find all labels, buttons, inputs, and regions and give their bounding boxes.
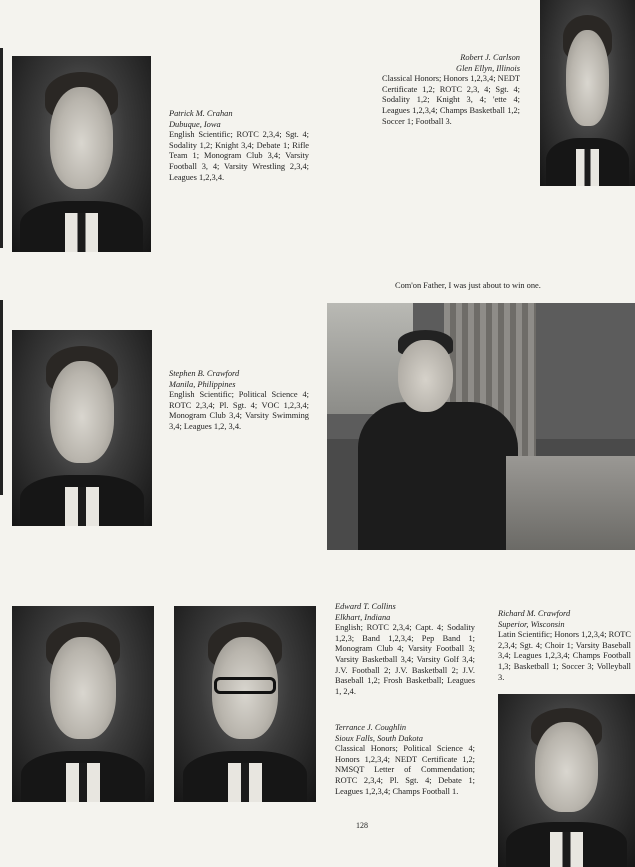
student-name: Richard M. Crawford [498, 609, 571, 618]
student-name: Patrick M. Crahan [169, 109, 233, 118]
student-hometown: Elkhart, Indiana [335, 612, 391, 622]
bio-coughlin [335, 723, 475, 797]
portrait-crawford-richard [498, 694, 635, 867]
portrait-collins [12, 606, 154, 802]
student-name: Edward T. Collins [335, 602, 396, 611]
candid-photo [327, 303, 635, 550]
student-activities: English Scientific; Political Science 4; ROTC 2,3,4; Pl. Sgt. 4; VOC 1,2,3,4; Monogram Club 3,4; Varsity Swimming 3,4; Leagues 1,2, 3,4. [169, 390, 309, 431]
student-hometown: Manila, Philippines [169, 379, 236, 389]
student-hometown: Sioux Falls, South Dakota [335, 733, 423, 743]
bio-crawford-richard [498, 609, 631, 683]
student-hometown: Glen Ellyn, Illinois [456, 63, 520, 73]
bio-crawford-stephen [169, 369, 309, 433]
student-hometown: Dubuque, Iowa [169, 119, 221, 129]
portrait-carlson [540, 0, 635, 186]
student-activities: Classical Honors; Honors 1,2,3,4; NEDT Certificate 1,2; ROTC 2,3, 4; Sgt. 4; Sodality 1,2; Knight 3, 4; 'ette 4; Leagues 1,2,3,4; Champs Basketball 1,2; Soccer 1; Football 3. [382, 74, 520, 126]
student-name: Stephen B. Crawford [169, 369, 240, 378]
student-activities: Latin Scientific; Honors 1,2,3,4; ROTC 2,3,4; Sgt. 4; Choir 1; Varsity Baseball 3,4; Leagues 1,2,3,4; Champs Football 1,3; Basketball 1; Soccer 3; Volleyball 3. [498, 630, 631, 682]
student-activities: Classical Honors; Political Science 4; Honors 1,2,3,4; NEDT Certificate 1,2; NMSQT Letter of Commendation; ROTC 2,3,4; Pl. Sgt. 4; Debate 1; Leagues 1,2,3,4; Champs Football 1. [335, 744, 475, 796]
portrait-crawford-stephen [12, 330, 152, 526]
binding-edge-top [0, 48, 3, 248]
portrait-crahan [12, 56, 151, 252]
student-activities: English; ROTC 2,3,4; Capt. 4; Sodality 1,2,3; Band 1,2,3,4; Pep Band 1; Monogram Club 4; Varsity Football 3; Varsity Basketball 3,4; Varsity Golf 3,4; J.V. Football 2; J.V. Basketball 2; J.V. Baseball 1,2; Frosh Basketball; Leagues 1, 2,4. [335, 623, 475, 696]
candid-caption: Com'on Father, I was just about to win one. [395, 281, 541, 290]
bio-collins [335, 602, 475, 697]
binding-edge-middle [0, 300, 3, 495]
bio-crahan [169, 109, 309, 183]
portrait-coughlin [174, 606, 316, 802]
student-hometown: Superior, Wisconsin [498, 619, 565, 629]
student-name: Terrance J. Coughlin [335, 723, 407, 732]
student-activities: English Scientific; ROTC 2,3,4; Sgt. 4; Sodality 1,2; Knight 3,4; Debate 1; Rifle Team 1; Monogram Club 3,4; Varsity Football 3, 4; Varsity Wrestling 2,3,4; Leagues 1,2,3,4. [169, 130, 309, 182]
page-number: 128 [356, 821, 368, 830]
student-name: Robert J. Carlson [460, 53, 520, 62]
bio-carlson [382, 53, 520, 127]
